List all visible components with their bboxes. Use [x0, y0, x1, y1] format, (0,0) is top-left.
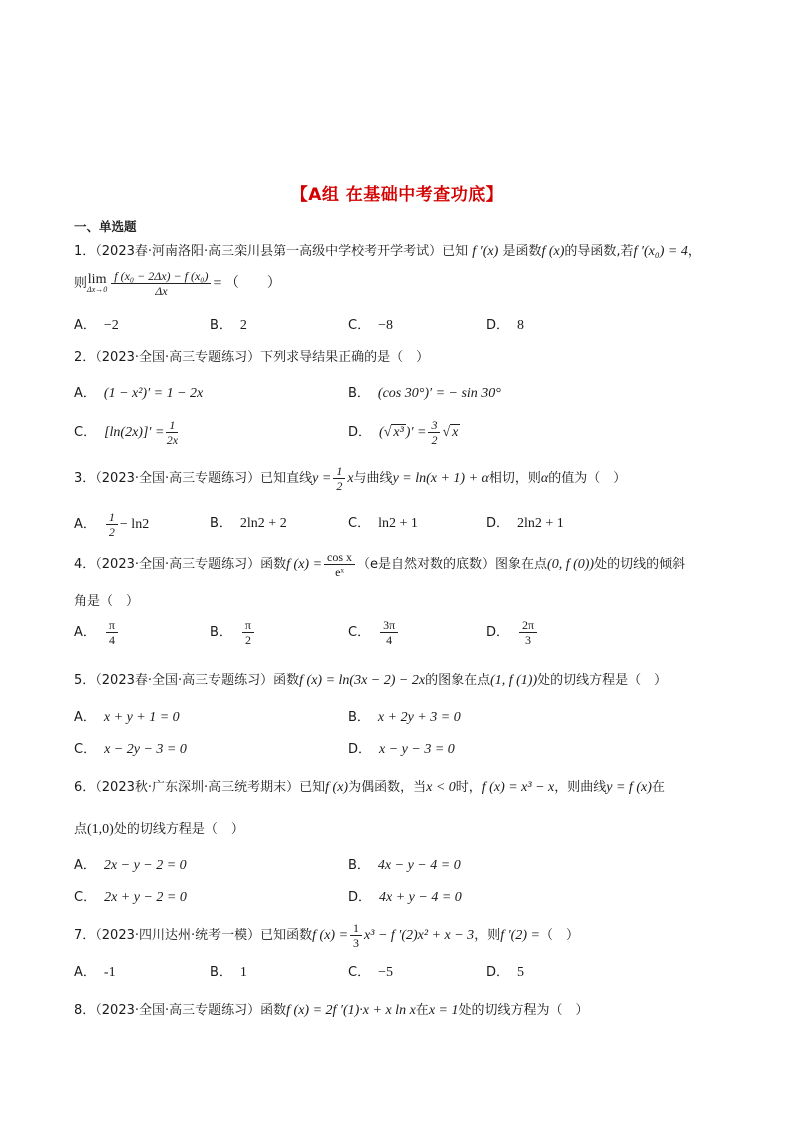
- option-value: 5: [517, 965, 525, 980]
- math-expression: y = ln(x + 1) + α: [392, 471, 489, 486]
- question-text: 在: [415, 1003, 429, 1018]
- radicand: x³: [393, 425, 404, 440]
- question-number: 4．: [74, 557, 96, 572]
- option-label: D．: [486, 318, 510, 333]
- option-label: D．: [348, 742, 372, 757]
- option-label: C．: [74, 890, 97, 905]
- option-c[interactable]: [348, 314, 393, 334]
- fraction-denominator: 2: [244, 633, 251, 647]
- question-text: 处的切线方程是（ ）: [537, 673, 668, 688]
- question-3: [74, 464, 626, 493]
- option-value: 2x − y − 2 = 0: [103, 858, 187, 873]
- question-text: 是函数: [502, 244, 542, 259]
- fraction-denominator: 4: [108, 633, 115, 647]
- question-6: [74, 776, 665, 796]
- math-expression: α: [540, 471, 549, 486]
- option-value: (1 − x²)′ = 1 − 2x: [103, 386, 204, 401]
- question-source: （2023·四川达州·统考一模）: [95, 928, 261, 943]
- question-text: 点: [74, 822, 88, 837]
- fraction-denominator: Δx: [155, 284, 168, 298]
- question-text: 角是（ ）: [74, 594, 140, 609]
- option-value: 4x − y − 4 = 0: [377, 858, 461, 873]
- option-c[interactable]: [348, 618, 400, 647]
- question-text: ，则: [474, 928, 501, 943]
- option-value: )′ =: [405, 425, 427, 440]
- question-number: 2．: [74, 350, 96, 365]
- option-d[interactable]: [348, 738, 455, 758]
- option-label: A．: [74, 710, 96, 725]
- question-text: 已知函数: [260, 928, 313, 943]
- question-5: [74, 669, 667, 689]
- question-text: 下列求导结果正确的是（ ）: [260, 350, 430, 365]
- option-a[interactable]: [74, 382, 203, 402]
- option-value: −8: [378, 318, 393, 333]
- question-number: 3．: [74, 471, 96, 486]
- option-value: ln2 + 1: [378, 516, 418, 531]
- option-label: D．: [486, 625, 510, 640]
- question-number: 6．: [74, 780, 96, 795]
- section-heading: 一、单选题: [74, 219, 137, 234]
- question-7: [74, 921, 579, 950]
- math-expression: f ′(2) =: [500, 928, 540, 943]
- option-label: B．: [210, 965, 232, 980]
- math-expression: f (x): [325, 780, 349, 795]
- question-text: 已知直线: [260, 471, 313, 486]
- math-expression: (0, f (0)): [547, 557, 595, 572]
- option-b[interactable]: [348, 382, 501, 402]
- question-source: （2023·全国·高三专题练习）: [95, 557, 261, 572]
- math-expression: f (x) = x³ − x: [481, 780, 555, 795]
- limit-label: lim: [87, 271, 107, 287]
- option-label: D．: [348, 890, 372, 905]
- option-label: D．: [348, 425, 372, 440]
- fraction-denominator: 2: [431, 433, 438, 447]
- question-1-line-2: [74, 269, 281, 298]
- option-c[interactable]: [74, 418, 180, 447]
- question-text: （e是自然对数的底数）图象在点: [357, 557, 548, 572]
- option-label: B．: [210, 516, 232, 531]
- option-c[interactable]: [348, 961, 393, 981]
- math-expression: y = f (x): [606, 780, 652, 795]
- fraction-denominator: 2: [108, 525, 115, 539]
- math-expression: f ′(x): [472, 244, 499, 259]
- question-text: 相切，则: [488, 471, 541, 486]
- question-1: [74, 240, 701, 260]
- option-value: 2ln2 + 1: [517, 516, 564, 531]
- fraction: [333, 464, 345, 493]
- fraction-numerator: 1: [350, 921, 362, 936]
- option-label: C．: [348, 965, 371, 980]
- question-2: [74, 346, 429, 365]
- option-d[interactable]: [486, 512, 564, 532]
- question-text: （ ）: [539, 928, 579, 943]
- option-label: B．: [348, 710, 370, 725]
- question-source: （2023春·全国·高三专题练习）: [95, 673, 274, 688]
- option-label: C．: [348, 625, 371, 640]
- fraction-denominator: 2: [336, 479, 343, 493]
- math-expression: (1,0): [87, 822, 114, 837]
- question-text: 的导函数,若: [564, 244, 634, 259]
- question-text: 时，: [455, 780, 482, 795]
- math-expression: f (x) = ln(3x − 2) − 2x: [299, 673, 426, 688]
- fraction-numerator: 1: [166, 418, 178, 433]
- option-label: A．: [74, 858, 96, 873]
- question-text: 的图象在点: [425, 673, 491, 688]
- fraction-numerator: 3π: [380, 618, 398, 633]
- fraction-numerator: 3: [428, 418, 440, 433]
- option-value: x + 2y + 3 = 0: [377, 710, 461, 725]
- question-text: 处的切线方程为（ ）: [458, 1003, 589, 1018]
- fraction-denominator: 4: [386, 633, 393, 647]
- option-label: A．: [74, 625, 96, 640]
- math-expression: x < 0: [426, 780, 456, 795]
- option-label: C．: [74, 425, 97, 440]
- option-label: C．: [348, 516, 371, 531]
- option-label: B．: [348, 858, 370, 873]
- option-d[interactable]: [486, 618, 539, 647]
- fraction-numerator: cos x: [324, 550, 355, 565]
- math-expression: (1, f (1)): [490, 673, 538, 688]
- option-label: C．: [74, 742, 97, 757]
- math-expression: f (x) = 2f ′(1)·x + x ln x: [286, 1003, 416, 1018]
- question-8: [74, 999, 589, 1019]
- fraction-numerator: f (x₀ − 2Δx) − f (x₀): [111, 269, 211, 284]
- option-value: −5: [378, 965, 393, 980]
- fraction: [106, 618, 118, 647]
- fraction-numerator: 2π: [519, 618, 537, 633]
- question-text: 处的切线方程是（ ）: [113, 822, 244, 837]
- fraction: [350, 921, 362, 950]
- math-expression: x = 1: [428, 1003, 459, 1018]
- radicand: x: [452, 425, 459, 440]
- fraction: [111, 269, 211, 298]
- option-value: (: [379, 425, 384, 440]
- question-text: 已知: [299, 780, 326, 795]
- fraction-denominator: 3: [525, 633, 532, 647]
- math-expression: f (x): [541, 244, 565, 259]
- fraction-numerator: 1: [106, 510, 118, 525]
- option-label: B．: [210, 625, 232, 640]
- question-number: 1．: [74, 244, 96, 259]
- option-b[interactable]: [210, 961, 247, 981]
- option-b[interactable]: [210, 512, 287, 532]
- question-text: 函数: [260, 557, 287, 572]
- option-value: x − y − 3 = 0: [379, 742, 455, 757]
- option-b[interactable]: [210, 618, 256, 647]
- option-value: [ln(2x)]′ =: [104, 425, 165, 440]
- option-value: 8: [517, 318, 525, 333]
- question-text: 为偶函数，当: [348, 780, 427, 795]
- math-expression: = （ ）: [213, 276, 281, 291]
- option-value: (cos 30°)′ = − sin 30°: [377, 386, 501, 401]
- question-text: 与曲线: [353, 471, 393, 486]
- fraction-numerator: 1: [333, 464, 345, 479]
- option-value: x + y + 1 = 0: [103, 710, 180, 725]
- option-value: 4x + y − 4 = 0: [379, 890, 462, 905]
- option-a[interactable]: [74, 618, 120, 647]
- option-a[interactable]: [74, 961, 116, 981]
- option-value: 1: [239, 965, 247, 980]
- option-d[interactable]: [348, 418, 460, 447]
- option-c[interactable]: [74, 886, 187, 906]
- limit-subscript: Δx→0: [87, 284, 108, 294]
- question-4-line-2: [74, 590, 139, 609]
- fraction-numerator: π: [242, 618, 254, 633]
- option-value: −2: [103, 318, 119, 333]
- option-d[interactable]: [486, 314, 524, 334]
- question-number: 7．: [74, 928, 96, 943]
- option-label: A．: [74, 318, 96, 333]
- question-text: 则: [74, 276, 88, 291]
- question-text: 的值为（ ）: [548, 471, 627, 486]
- option-a[interactable]: [74, 510, 149, 539]
- question-text: 在: [651, 780, 665, 795]
- fraction: [166, 418, 178, 447]
- page-title: 【A组 在基础中考查功底】: [290, 185, 504, 205]
- math-expression: f ′(x₀) = 4: [633, 244, 688, 259]
- option-a[interactable]: [74, 854, 187, 874]
- option-c[interactable]: [348, 512, 418, 532]
- question-source: （2023秋·广东深圳·高三统考期末）: [95, 780, 300, 795]
- fraction: [428, 418, 440, 447]
- option-b[interactable]: [210, 314, 247, 334]
- option-b[interactable]: [348, 706, 461, 726]
- math-expression: f (x) =: [312, 928, 349, 943]
- question-source: （2023·全国·高三专题练习）: [95, 471, 261, 486]
- math-expression: x: [347, 471, 354, 486]
- question-text: 函数: [273, 673, 300, 688]
- option-label: A．: [74, 965, 96, 980]
- fraction-denominator: 3: [353, 936, 360, 950]
- option-label: C．: [348, 318, 371, 333]
- option-d[interactable]: [348, 886, 462, 906]
- option-b[interactable]: [348, 854, 461, 874]
- fraction-numerator: π: [106, 618, 118, 633]
- fraction: [106, 510, 118, 539]
- question-text: ，则曲线: [554, 780, 607, 795]
- option-a[interactable]: [74, 706, 180, 726]
- math-expression: x³ − f ′(2)x² + x − 3: [364, 928, 475, 943]
- question-number: 8．: [74, 1003, 96, 1018]
- fraction: [519, 618, 537, 647]
- question-6-line-2: [74, 818, 244, 838]
- option-d[interactable]: [486, 961, 524, 981]
- option-value: 2: [239, 318, 247, 333]
- option-label: B．: [348, 386, 370, 401]
- option-label: D．: [486, 965, 510, 980]
- option-label: D．: [486, 516, 510, 531]
- math-expression: f (x) =: [286, 557, 323, 572]
- question-source: （2023·全国·高三专题练习）: [95, 1003, 261, 1018]
- fraction-denominator: eˣ: [335, 565, 344, 579]
- fraction-denominator: 2x: [166, 433, 179, 447]
- option-label: A．: [74, 386, 96, 401]
- option-value: 2x + y − 2 = 0: [104, 890, 187, 905]
- question-text: 函数: [260, 1003, 287, 1018]
- option-label: A．: [74, 517, 96, 532]
- option-value: x − 2y − 3 = 0: [104, 742, 187, 757]
- option-c[interactable]: [74, 738, 187, 758]
- option-value: − ln2: [119, 517, 150, 532]
- question-source: （2023·全国·高三专题练习）: [95, 350, 261, 365]
- option-value: -1: [103, 965, 116, 980]
- option-value: 2ln2 + 2: [239, 516, 287, 531]
- question-text: 处的切线的倾斜: [594, 557, 686, 572]
- question-text: 已知: [442, 244, 469, 259]
- question-text: ，: [687, 244, 701, 259]
- question-4: [74, 550, 685, 579]
- limit-operator: [87, 271, 108, 294]
- option-a[interactable]: [74, 314, 119, 334]
- math-expression: y =: [312, 471, 332, 486]
- question-source: （2023春·河南洛阳·高三栾川县第一高级中学校考开学考试）: [95, 244, 443, 259]
- fraction: [242, 618, 254, 647]
- fraction: [380, 618, 398, 647]
- question-number: 5．: [74, 673, 96, 688]
- option-label: B．: [210, 318, 232, 333]
- sqrt-icon: √: [442, 425, 451, 440]
- fraction: [324, 550, 355, 579]
- sqrt-icon: √: [383, 425, 392, 440]
